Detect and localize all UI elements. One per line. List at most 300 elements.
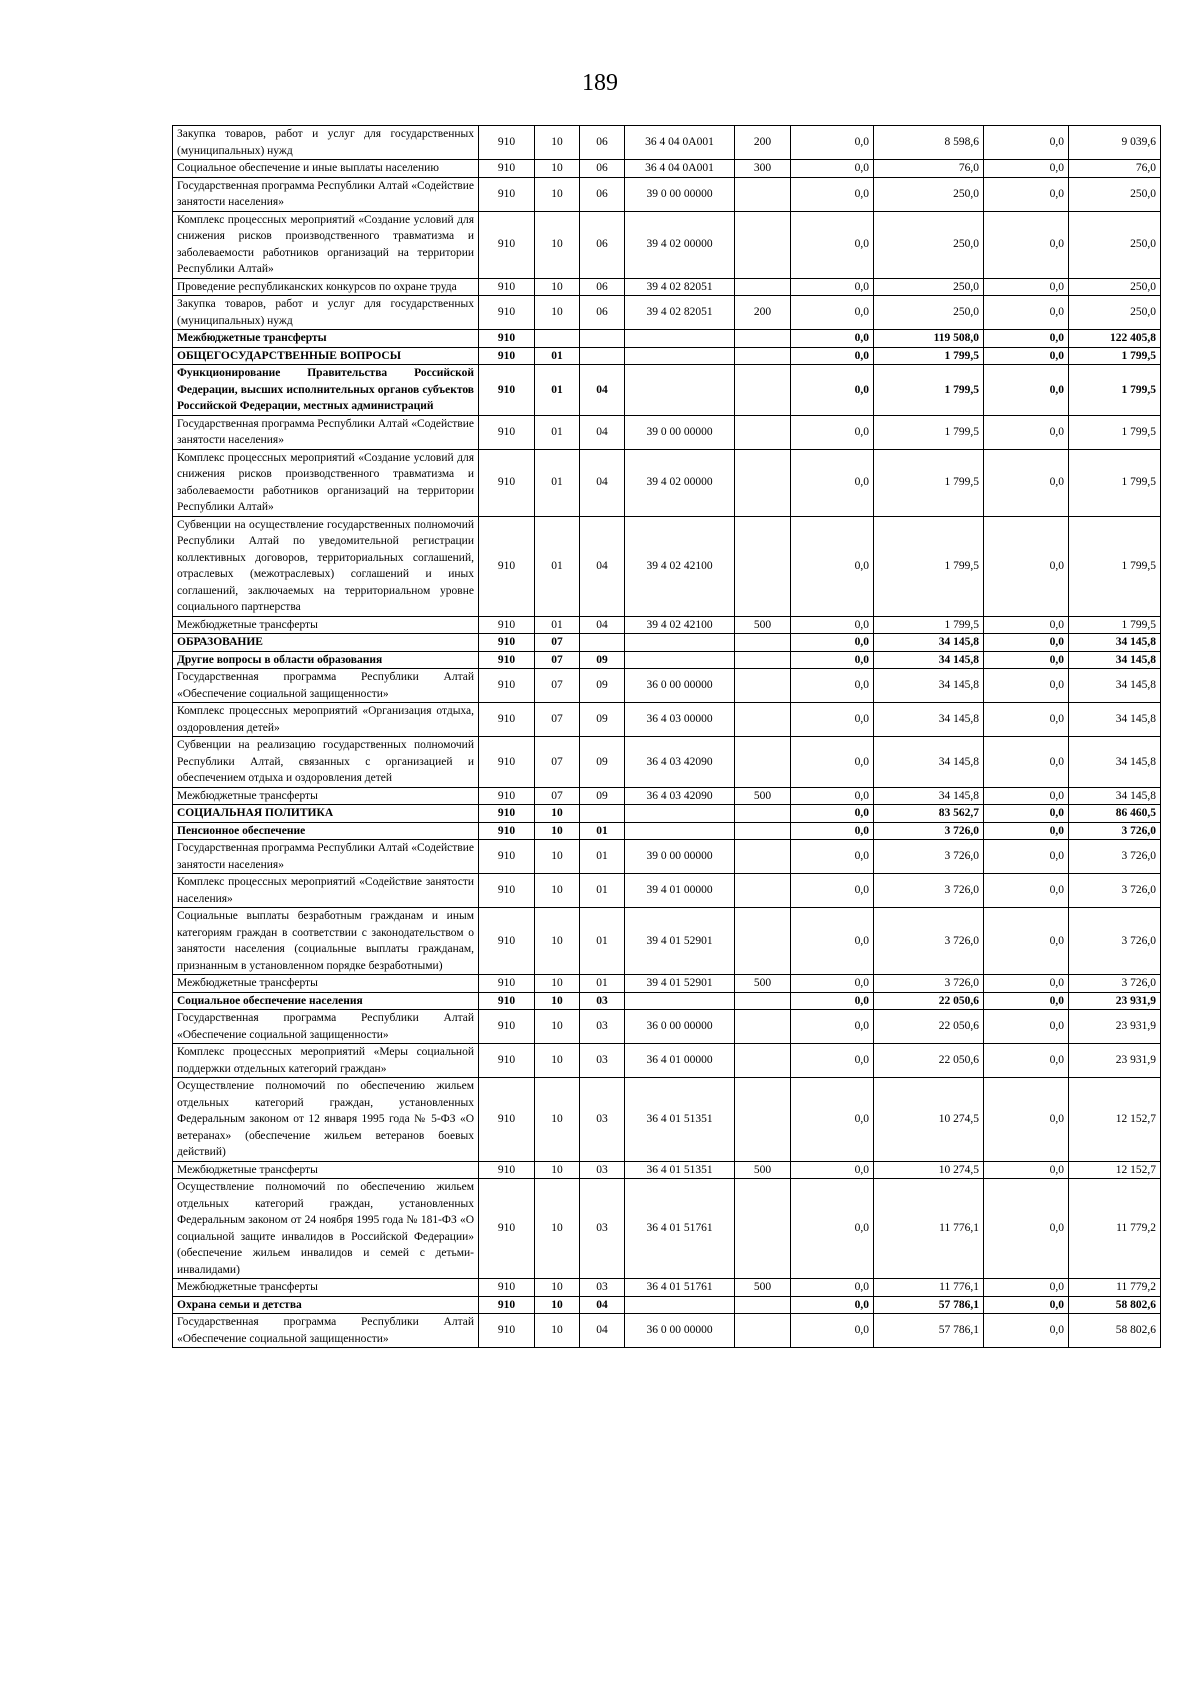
expense-type-cell — [735, 669, 791, 703]
table-row — [173, 330, 1161, 348]
subsection-code-cell: 04 — [580, 415, 625, 449]
amount-cell-2: 10 274,5 — [874, 1161, 984, 1179]
row-name-cell: Комплекс процессных мероприятий «Создание условий для снижения рисков производственного травматизма и заболеваемости работников организаций на территории Республики Алтай» — [173, 449, 479, 516]
target-article-cell — [625, 992, 735, 1010]
amount-cell-3: 0,0 — [984, 1279, 1069, 1297]
target-article-cell: 36 4 01 51761 — [625, 1179, 735, 1279]
amount-cell-2: 3 726,0 — [874, 908, 984, 975]
amount-cell-4: 9 039,6 — [1069, 126, 1161, 160]
amount-cell-4: 3 726,0 — [1069, 908, 1161, 975]
row-name-cell: Комплекс процессных мероприятий «Организация отдыха, оздоровления детей» — [173, 703, 479, 737]
section-code-cell: 10 — [535, 1279, 580, 1297]
section-code-cell: 01 — [535, 616, 580, 634]
amount-cell-2: 8 598,6 — [874, 126, 984, 160]
subsection-code-cell: 03 — [580, 1279, 625, 1297]
table-row — [173, 840, 1161, 874]
amount-cell-1: 0,0 — [791, 278, 874, 296]
subsection-code-cell — [580, 805, 625, 823]
section-code-cell: 10 — [535, 160, 580, 178]
expense-type-cell — [735, 211, 791, 278]
subsection-code-cell: 01 — [580, 975, 625, 993]
section-code-cell: 10 — [535, 1314, 580, 1348]
target-article-cell: 39 4 02 00000 — [625, 449, 735, 516]
amount-cell-4: 12 152,7 — [1069, 1078, 1161, 1162]
amount-cell-4: 58 802,6 — [1069, 1314, 1161, 1348]
row-name-cell: Государственная программа Республики Алтай «Содействие занятости населения» — [173, 415, 479, 449]
expense-type-cell: 200 — [735, 126, 791, 160]
target-article-cell — [625, 634, 735, 652]
subsection-code-cell: 03 — [580, 1010, 625, 1044]
section-code-cell: 10 — [535, 1044, 580, 1078]
expense-type-cell — [735, 1010, 791, 1044]
target-article-cell: 39 0 00 00000 — [625, 177, 735, 211]
amount-cell-1: 0,0 — [791, 1078, 874, 1162]
target-article-cell — [625, 651, 735, 669]
target-article-cell — [625, 347, 735, 365]
expense-type-cell: 500 — [735, 787, 791, 805]
amount-cell-4: 250,0 — [1069, 177, 1161, 211]
target-article-cell: 36 4 01 51351 — [625, 1161, 735, 1179]
amount-cell-1: 0,0 — [791, 805, 874, 823]
target-article-cell — [625, 365, 735, 416]
amount-cell-2: 34 145,8 — [874, 737, 984, 788]
target-article-cell: 39 0 00 00000 — [625, 840, 735, 874]
amount-cell-2: 11 776,1 — [874, 1179, 984, 1279]
row-name-cell: Осуществление полномочий по обеспечению жильем отдельных категорий граждан, установленных Федеральным законом от 12 января 1995 года № 5-ФЗ «О ветеранах» (обеспечение жильем ветеранов боевых действий) — [173, 1078, 479, 1162]
section-code-cell: 10 — [535, 1078, 580, 1162]
table-row — [173, 703, 1161, 737]
target-article-cell: 39 4 02 82051 — [625, 278, 735, 296]
target-article-cell: 39 4 01 00000 — [625, 874, 735, 908]
row-name-cell: Социальное обеспечение и иные выплаты населению — [173, 160, 479, 178]
amount-cell-1: 0,0 — [791, 126, 874, 160]
subsection-code-cell: 03 — [580, 1179, 625, 1279]
amount-cell-2: 10 274,5 — [874, 1078, 984, 1162]
page-number: 189 — [582, 70, 618, 96]
row-name-cell: Межбюджетные трансферты — [173, 787, 479, 805]
target-article-cell — [625, 330, 735, 348]
target-article-cell — [625, 805, 735, 823]
section-code-cell: 10 — [535, 1296, 580, 1314]
expense-type-cell: 500 — [735, 616, 791, 634]
subsection-code-cell: 01 — [580, 874, 625, 908]
target-article-cell: 36 0 00 00000 — [625, 669, 735, 703]
subsection-code-cell: 04 — [580, 1314, 625, 1348]
amount-cell-4: 86 460,5 — [1069, 805, 1161, 823]
section-code-cell: 07 — [535, 787, 580, 805]
amount-cell-4: 3 726,0 — [1069, 822, 1161, 840]
amount-cell-3: 0,0 — [984, 211, 1069, 278]
row-name-cell: Закупка товаров, работ и услуг для государственных (муниципальных) нужд — [173, 126, 479, 160]
expense-type-cell: 500 — [735, 975, 791, 993]
row-name-cell: Социальное обеспечение населения — [173, 992, 479, 1010]
expense-type-cell — [735, 805, 791, 823]
amount-cell-1: 0,0 — [791, 1314, 874, 1348]
subsection-code-cell: 03 — [580, 1044, 625, 1078]
amount-cell-3: 0,0 — [984, 1314, 1069, 1348]
amount-cell-3: 0,0 — [984, 805, 1069, 823]
amount-cell-4: 34 145,8 — [1069, 669, 1161, 703]
target-article-cell: 36 4 03 42090 — [625, 737, 735, 788]
amount-cell-2: 11 776,1 — [874, 1279, 984, 1297]
amount-cell-3: 0,0 — [984, 126, 1069, 160]
expense-type-cell — [735, 365, 791, 416]
subsection-code-cell: 09 — [580, 787, 625, 805]
subsection-code-cell: 06 — [580, 211, 625, 278]
section-code-cell: 10 — [535, 296, 580, 330]
amount-cell-3: 0,0 — [984, 516, 1069, 616]
subsection-code-cell: 04 — [580, 516, 625, 616]
amount-cell-2: 1 799,5 — [874, 516, 984, 616]
amount-cell-3: 0,0 — [984, 992, 1069, 1010]
amount-cell-3: 0,0 — [984, 975, 1069, 993]
expense-type-cell: 500 — [735, 1161, 791, 1179]
amount-cell-1: 0,0 — [791, 1279, 874, 1297]
table-row — [173, 651, 1161, 669]
table-row — [173, 1296, 1161, 1314]
grbs-code-cell: 910 — [479, 992, 535, 1010]
row-name-cell: Другие вопросы в области образования — [173, 651, 479, 669]
amount-cell-2: 57 786,1 — [874, 1296, 984, 1314]
amount-cell-4: 12 152,7 — [1069, 1161, 1161, 1179]
amount-cell-4: 3 726,0 — [1069, 975, 1161, 993]
amount-cell-4: 34 145,8 — [1069, 787, 1161, 805]
amount-cell-3: 0,0 — [984, 616, 1069, 634]
amount-cell-2: 250,0 — [874, 177, 984, 211]
grbs-code-cell: 910 — [479, 840, 535, 874]
amount-cell-2: 1 799,5 — [874, 347, 984, 365]
target-article-cell: 39 4 01 52901 — [625, 975, 735, 993]
grbs-code-cell: 910 — [479, 126, 535, 160]
table-row — [173, 1010, 1161, 1044]
section-code-cell: 10 — [535, 840, 580, 874]
amount-cell-4: 11 779,2 — [1069, 1279, 1161, 1297]
amount-cell-1: 0,0 — [791, 516, 874, 616]
row-name-cell: Государственная программа Республики Алтай «Содействие занятости населения» — [173, 840, 479, 874]
subsection-code-cell: 09 — [580, 703, 625, 737]
grbs-code-cell: 910 — [479, 415, 535, 449]
section-code-cell: 07 — [535, 703, 580, 737]
table-row — [173, 278, 1161, 296]
grbs-code-cell: 910 — [479, 634, 535, 652]
expense-type-cell — [735, 1179, 791, 1279]
amount-cell-1: 0,0 — [791, 787, 874, 805]
subsection-code-cell — [580, 330, 625, 348]
target-article-cell: 36 4 04 0А001 — [625, 126, 735, 160]
amount-cell-4: 1 799,5 — [1069, 616, 1161, 634]
subsection-code-cell: 01 — [580, 908, 625, 975]
amount-cell-1: 0,0 — [791, 330, 874, 348]
row-name-cell: Закупка товаров, работ и услуг для государственных (муниципальных) нужд — [173, 296, 479, 330]
grbs-code-cell: 910 — [479, 975, 535, 993]
table-row — [173, 822, 1161, 840]
amount-cell-1: 0,0 — [791, 703, 874, 737]
amount-cell-4: 250,0 — [1069, 278, 1161, 296]
subsection-code-cell: 06 — [580, 126, 625, 160]
expense-type-cell — [735, 347, 791, 365]
grbs-code-cell: 910 — [479, 1044, 535, 1078]
target-article-cell — [625, 822, 735, 840]
grbs-code-cell: 910 — [479, 365, 535, 416]
amount-cell-4: 34 145,8 — [1069, 703, 1161, 737]
amount-cell-2: 3 726,0 — [874, 822, 984, 840]
row-name-cell: Социальные выплаты безработным гражданам и иным категориям граждан в соответствии с законодательством о занятости населения (социальные выплаты гражданам, признанным в установленном порядке безработными) — [173, 908, 479, 975]
row-name-cell: Субвенции на осуществление государственных полномочий Республики Алтай по уведомительной регистрации коллективных договоров, территориальных соглашений, отраслевых (межотраслевых) соглашений и иных соглашений, заключаемых на территориальном уровне социального партнерства — [173, 516, 479, 616]
amount-cell-2: 34 145,8 — [874, 634, 984, 652]
expense-type-cell — [735, 415, 791, 449]
amount-cell-2: 76,0 — [874, 160, 984, 178]
row-name-cell: Комплекс процессных мероприятий «Меры социальной поддержки отдельных категорий граждан» — [173, 1044, 479, 1078]
subsection-code-cell: 04 — [580, 616, 625, 634]
table-body — [173, 126, 1161, 1348]
amount-cell-3: 0,0 — [984, 840, 1069, 874]
expense-type-cell — [735, 874, 791, 908]
table-row — [173, 1179, 1161, 1279]
amount-cell-2: 22 050,6 — [874, 1044, 984, 1078]
amount-cell-1: 0,0 — [791, 651, 874, 669]
amount-cell-2: 1 799,5 — [874, 365, 984, 416]
row-name-cell: СОЦИАЛЬНАЯ ПОЛИТИКА — [173, 805, 479, 823]
subsection-code-cell: 04 — [580, 1296, 625, 1314]
amount-cell-3: 0,0 — [984, 1078, 1069, 1162]
amount-cell-3: 0,0 — [984, 822, 1069, 840]
amount-cell-1: 0,0 — [791, 177, 874, 211]
subsection-code-cell: 04 — [580, 365, 625, 416]
amount-cell-4: 1 799,5 — [1069, 516, 1161, 616]
amount-cell-1: 0,0 — [791, 415, 874, 449]
amount-cell-1: 0,0 — [791, 1161, 874, 1179]
expense-type-cell — [735, 177, 791, 211]
grbs-code-cell: 910 — [479, 1279, 535, 1297]
amount-cell-3: 0,0 — [984, 365, 1069, 416]
amount-cell-1: 0,0 — [791, 669, 874, 703]
table-row — [173, 516, 1161, 616]
amount-cell-1: 0,0 — [791, 992, 874, 1010]
expense-type-cell — [735, 1314, 791, 1348]
amount-cell-4: 34 145,8 — [1069, 737, 1161, 788]
amount-cell-2: 34 145,8 — [874, 703, 984, 737]
amount-cell-1: 0,0 — [791, 908, 874, 975]
section-code-cell: 07 — [535, 737, 580, 788]
target-article-cell: 39 4 02 42100 — [625, 516, 735, 616]
amount-cell-3: 0,0 — [984, 669, 1069, 703]
grbs-code-cell: 910 — [479, 874, 535, 908]
subsection-code-cell: 09 — [580, 669, 625, 703]
section-code-cell: 10 — [535, 908, 580, 975]
amount-cell-4: 11 779,2 — [1069, 1179, 1161, 1279]
amount-cell-3: 0,0 — [984, 787, 1069, 805]
amount-cell-4: 76,0 — [1069, 160, 1161, 178]
amount-cell-3: 0,0 — [984, 160, 1069, 178]
table-row — [173, 908, 1161, 975]
amount-cell-4: 34 145,8 — [1069, 634, 1161, 652]
amount-cell-1: 0,0 — [791, 822, 874, 840]
subsection-code-cell — [580, 634, 625, 652]
amount-cell-2: 119 508,0 — [874, 330, 984, 348]
amount-cell-2: 1 799,5 — [874, 415, 984, 449]
table-row — [173, 975, 1161, 993]
amount-cell-2: 1 799,5 — [874, 616, 984, 634]
amount-cell-3: 0,0 — [984, 1161, 1069, 1179]
expense-type-cell — [735, 703, 791, 737]
subsection-code-cell: 04 — [580, 449, 625, 516]
target-article-cell: 36 4 03 42090 — [625, 787, 735, 805]
amount-cell-3: 0,0 — [984, 296, 1069, 330]
amount-cell-3: 0,0 — [984, 874, 1069, 908]
amount-cell-2: 83 562,7 — [874, 805, 984, 823]
grbs-code-cell: 910 — [479, 787, 535, 805]
grbs-code-cell: 910 — [479, 822, 535, 840]
subsection-code-cell: 06 — [580, 177, 625, 211]
target-article-cell: 36 4 01 51351 — [625, 1078, 735, 1162]
grbs-code-cell: 910 — [479, 616, 535, 634]
amount-cell-1: 0,0 — [791, 616, 874, 634]
row-name-cell: Проведение республиканских конкурсов по охране труда — [173, 278, 479, 296]
amount-cell-4: 3 726,0 — [1069, 874, 1161, 908]
amount-cell-1: 0,0 — [791, 160, 874, 178]
subsection-code-cell: 09 — [580, 651, 625, 669]
row-name-cell: Государственная программа Республики Алтай «Обеспечение социальной защищенности» — [173, 1010, 479, 1044]
row-name-cell: ОБРАЗОВАНИЕ — [173, 634, 479, 652]
amount-cell-1: 0,0 — [791, 449, 874, 516]
grbs-code-cell: 910 — [479, 449, 535, 516]
table-row — [173, 1044, 1161, 1078]
expense-type-cell — [735, 737, 791, 788]
grbs-code-cell: 910 — [479, 160, 535, 178]
grbs-code-cell: 910 — [479, 669, 535, 703]
section-code-cell: 01 — [535, 415, 580, 449]
amount-cell-3: 0,0 — [984, 651, 1069, 669]
amount-cell-4: 34 145,8 — [1069, 651, 1161, 669]
target-article-cell: 36 4 01 00000 — [625, 1044, 735, 1078]
row-name-cell: Охрана семьи и детства — [173, 1296, 479, 1314]
amount-cell-3: 0,0 — [984, 703, 1069, 737]
amount-cell-1: 0,0 — [791, 1296, 874, 1314]
row-name-cell: Функционирование Правительства Российской Федерации, высших исполнительных органов субъектов Российской Федерации, местных администраций — [173, 365, 479, 416]
section-code-cell: 10 — [535, 211, 580, 278]
row-name-cell: Осуществление полномочий по обеспечению жильем отдельных категорий граждан, установленных Федеральным законом от 24 ноября 1995 года № 181-ФЗ «О социальной защите инвалидов в Российской Федерации» (обеспечение жильем инвалидов и семей с детьми-инвалидами) — [173, 1179, 479, 1279]
amount-cell-3: 0,0 — [984, 1179, 1069, 1279]
section-code-cell: 07 — [535, 651, 580, 669]
amount-cell-4: 3 726,0 — [1069, 840, 1161, 874]
grbs-code-cell: 910 — [479, 737, 535, 788]
section-code-cell: 10 — [535, 278, 580, 296]
grbs-code-cell: 910 — [479, 1078, 535, 1162]
amount-cell-2: 22 050,6 — [874, 992, 984, 1010]
expense-type-cell — [735, 840, 791, 874]
target-article-cell — [625, 1296, 735, 1314]
target-article-cell: 39 4 02 00000 — [625, 211, 735, 278]
expense-type-cell: 200 — [735, 296, 791, 330]
expense-type-cell — [735, 992, 791, 1010]
row-name-cell: Межбюджетные трансферты — [173, 616, 479, 634]
row-name-cell: Государственная программа Республики Алтай «Содействие занятости населения» — [173, 177, 479, 211]
row-name-cell: Комплекс процессных мероприятий «Содействие занятости населения» — [173, 874, 479, 908]
subsection-code-cell: 06 — [580, 160, 625, 178]
target-article-cell: 39 4 02 82051 — [625, 296, 735, 330]
grbs-code-cell: 910 — [479, 516, 535, 616]
amount-cell-2: 250,0 — [874, 278, 984, 296]
expense-type-cell — [735, 1044, 791, 1078]
amount-cell-4: 250,0 — [1069, 211, 1161, 278]
amount-cell-3: 0,0 — [984, 1044, 1069, 1078]
row-name-cell: Субвенции на реализацию государственных полномочий Республики Алтай, связанных с организацией и обеспечением отдыха и оздоровления детей — [173, 737, 479, 788]
section-code-cell: 10 — [535, 1010, 580, 1044]
table-row — [173, 634, 1161, 652]
row-name-cell: Пенсионное обеспечение — [173, 822, 479, 840]
amount-cell-2: 3 726,0 — [874, 874, 984, 908]
amount-cell-1: 0,0 — [791, 365, 874, 416]
grbs-code-cell: 910 — [479, 296, 535, 330]
target-article-cell: 36 0 00 00000 — [625, 1010, 735, 1044]
table-row — [173, 177, 1161, 211]
expense-type-cell: 300 — [735, 160, 791, 178]
amount-cell-1: 0,0 — [791, 1010, 874, 1044]
row-name-cell: Межбюджетные трансферты — [173, 330, 479, 348]
expense-type-cell — [735, 1296, 791, 1314]
amount-cell-2: 250,0 — [874, 211, 984, 278]
amount-cell-4: 1 799,5 — [1069, 449, 1161, 516]
expense-type-cell: 500 — [735, 1279, 791, 1297]
amount-cell-2: 57 786,1 — [874, 1314, 984, 1348]
table-row — [173, 1314, 1161, 1348]
table-row — [173, 874, 1161, 908]
expense-type-cell — [735, 651, 791, 669]
section-code-cell: 10 — [535, 992, 580, 1010]
table-row — [173, 737, 1161, 788]
table-row — [173, 126, 1161, 160]
section-code-cell: 01 — [535, 449, 580, 516]
amount-cell-4: 250,0 — [1069, 296, 1161, 330]
section-code-cell: 07 — [535, 634, 580, 652]
amount-cell-1: 0,0 — [791, 874, 874, 908]
amount-cell-2: 3 726,0 — [874, 840, 984, 874]
expense-type-cell — [735, 1078, 791, 1162]
subsection-code-cell: 03 — [580, 1078, 625, 1162]
grbs-code-cell: 910 — [479, 703, 535, 737]
target-article-cell: 36 4 01 51761 — [625, 1279, 735, 1297]
amount-cell-4: 58 802,6 — [1069, 1296, 1161, 1314]
table-row — [173, 365, 1161, 416]
subsection-code-cell: 03 — [580, 992, 625, 1010]
amount-cell-3: 0,0 — [984, 177, 1069, 211]
table-row — [173, 347, 1161, 365]
subsection-code-cell: 06 — [580, 278, 625, 296]
amount-cell-3: 0,0 — [984, 1010, 1069, 1044]
amount-cell-3: 0,0 — [984, 634, 1069, 652]
amount-cell-3: 0,0 — [984, 278, 1069, 296]
amount-cell-3: 0,0 — [984, 330, 1069, 348]
section-code-cell: 07 — [535, 669, 580, 703]
table-row — [173, 296, 1161, 330]
table-row — [173, 805, 1161, 823]
grbs-code-cell: 910 — [479, 330, 535, 348]
budget-table — [172, 125, 1161, 1348]
section-code-cell: 01 — [535, 365, 580, 416]
row-name-cell: Межбюджетные трансферты — [173, 1279, 479, 1297]
section-code-cell: 10 — [535, 177, 580, 211]
amount-cell-3: 0,0 — [984, 1296, 1069, 1314]
section-code-cell: 01 — [535, 516, 580, 616]
amount-cell-2: 22 050,6 — [874, 1010, 984, 1044]
amount-cell-3: 0,0 — [984, 449, 1069, 516]
amount-cell-1: 0,0 — [791, 1179, 874, 1279]
section-code-cell: 10 — [535, 874, 580, 908]
amount-cell-2: 3 726,0 — [874, 975, 984, 993]
amount-cell-2: 34 145,8 — [874, 651, 984, 669]
expense-type-cell — [735, 330, 791, 348]
grbs-code-cell: 910 — [479, 805, 535, 823]
